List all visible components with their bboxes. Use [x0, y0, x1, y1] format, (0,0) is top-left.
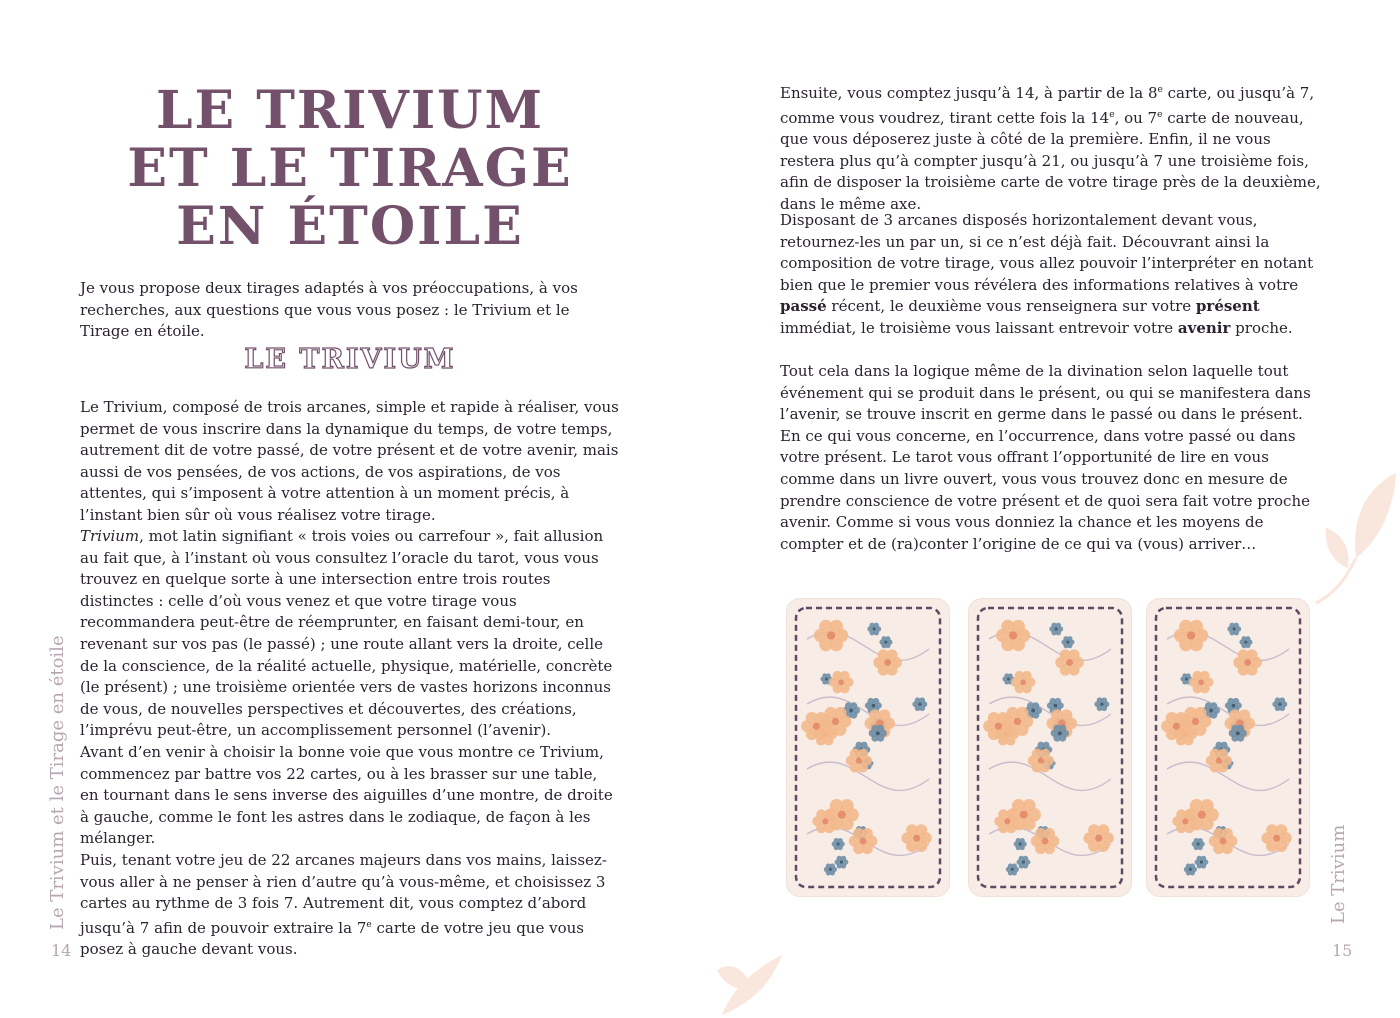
floral-card-back-icon	[787, 599, 949, 896]
keyword-present: présent	[1195, 297, 1260, 316]
running-head-left: Le Trivium et le Tirage en étoile	[47, 635, 68, 930]
floral-card-back-icon	[969, 599, 1131, 896]
chapter-title	[80, 82, 620, 256]
right-p1-text-b: carte, ou jusqu’à 7, comme vous voudrez, tirant cette fois la 14	[780, 84, 1315, 127]
floral-card-back-icon	[1147, 599, 1309, 896]
section-heading: LE TRIVIUM	[244, 344, 456, 375]
paragraph-3: Avant d’en venir à choisir la bonne voie que vous montre ce Trivium, commencez par battre vos 22 cartes, ou à les brasser sur une table, en tournant dans le sens inverse des aiguilles d’une montre, de droite à gauche, comme le font les astres dans le zodiaque, de façon à les mélanger.	[80, 743, 613, 848]
right-p2-text-d: proche.	[1230, 318, 1293, 337]
keyword-past: passé	[780, 297, 827, 316]
leaf-decoration-right-icon	[1306, 468, 1400, 608]
ordinal-suffix: e	[1109, 109, 1115, 120]
title-line-1: LE TRIVIUM	[155, 80, 545, 141]
tarot-card-2	[968, 598, 1132, 897]
right-p1-text-d: carte de nouveau, que vous déposerez juste à côté de la première. Enfin, il ne vous restera plus qu’à compter jusqu’à 21, ou jusqu’à 7 une troisième fois, afin de disposer la troisième carte de votre tirage près de la deuxième, dans le même axe.	[780, 108, 1321, 213]
right-p2-text-b: récent, le deuxième vous renseignera sur votre	[826, 297, 1196, 316]
paragraph-2	[80, 526, 620, 742]
keyword-future: avenir	[1177, 318, 1231, 337]
tarot-card-3	[1146, 598, 1310, 897]
running-head-right: Le Trivium	[1328, 824, 1349, 924]
paragraph-4	[80, 850, 620, 961]
right-page	[700, 0, 1400, 1018]
page-number-right: 15	[1332, 941, 1353, 960]
paragraph-4-text-b: carte de votre jeu que vous posez à gauche devant vous.	[80, 918, 584, 959]
ordinal-suffix: e	[1157, 85, 1163, 95]
right-paragraph-1	[780, 80, 1325, 216]
tarot-card-1	[786, 598, 950, 897]
right-p2-text-a: Disposant de 3 arcanes disposés horizontalement devant vous, retournez-les un par un, si ce n’est déjà fait. Découvrant ainsi la composition de votre tirage, vous allez pouvoir l’interpréter en notant bien que le premier vous révélera des informations relatives à votre	[780, 211, 1314, 294]
right-paragraph-3: Tout cela dans la logique même de la divination selon laquelle tout événement qui se produit dans le présent, ou qui se manifestera dans l’avenir, se trouve inscrit en germe dans le passé ou dans le présent. En ce qui vous concerne, en l’occurrence, dans votre passé ou dans votre présent. Le tarot vous offrant l’opportunité de lire en vous comme dans un livre ouvert, vous vous trouvez donc en mesure de prendre conscience de votre présent et de quoi sera fait votre proche avenir. Comme si vous vous donniez la chance et les moyens de compter et de (ra)conter l’origine de ce qui va (vous) arriver…	[780, 362, 1311, 553]
latin-term: Trivium	[80, 527, 140, 545]
ordinal-suffix: e	[1157, 109, 1163, 120]
right-p1-text-c: , ou 7	[1114, 108, 1158, 127]
right-p2-text-c: immédiat, le troisième vous laissant entrevoir votre	[780, 318, 1178, 337]
right-paragraph-2	[780, 210, 1325, 340]
paragraph-1: Le Trivium, composé de trois arcanes, simple et rapide à réaliser, vous permet de vous inscrire dans la dynamique du temps, de votre temps, autrement dit de votre passé, de votre présent et de votre avenir, mais aussi de vos pensées, de vos actions, de vos aspirations, de vos attentes, qui s’imposent à votre attention à un moment précis, à l’instant bien sûr où vous réalisez votre tirage.	[80, 398, 619, 524]
paragraph-2-text: , mot latin signifiant « trois voies ou carrefour », fait allusion au fait que, à l’instant où vous consultez l’oracle du tarot, vous vous trouvez en quelque sorte à une intersection entre trois routes distinctes : celle d’où vous venez et que votre tirage vous recommandera peut-être de réemprunter, en faisant demi-tour, en revenant sur vos pas (le passé) ; une route allant vers la droite, celle de la conscience, de la réalité actuelle, physique, matérielle, concrète (le présent) ; une troisième orientée vers de vastes horizons inconnus de vous, de nouvelles perspectives et découvertes, des créations, l’imprévu peut-être, un accomplissement personnel (l’avenir).	[80, 527, 613, 740]
ordinal-suffix: e	[366, 919, 372, 930]
right-p1-text-a: Ensuite, vous comptez jusqu’à 14, à partir de la 8	[780, 84, 1158, 102]
intro-paragraph: Je vous propose deux tirages adaptés à vos préoccupations, à vos recherches, aux questions que vous vous posez : le Trivium et le Tirage en étoile.	[80, 279, 578, 341]
title-line-2: ET LE TIRAGE	[127, 138, 573, 199]
page-number-left: 14	[51, 941, 72, 960]
paragraph-4-text-a: Puis, tenant votre jeu de 22 arcanes majeurs dans vos mains, laissez-vous aller à ne penser à rien d’autre qu’à vous-même, et choisissez 3 cartes au rythme de 3 fois 7. Autrement dit, vous comptez d’abord jusqu’à 7 afin de pouvoir extraire la 7	[80, 851, 607, 937]
title-line-3: EN ÉTOILE	[176, 196, 524, 257]
